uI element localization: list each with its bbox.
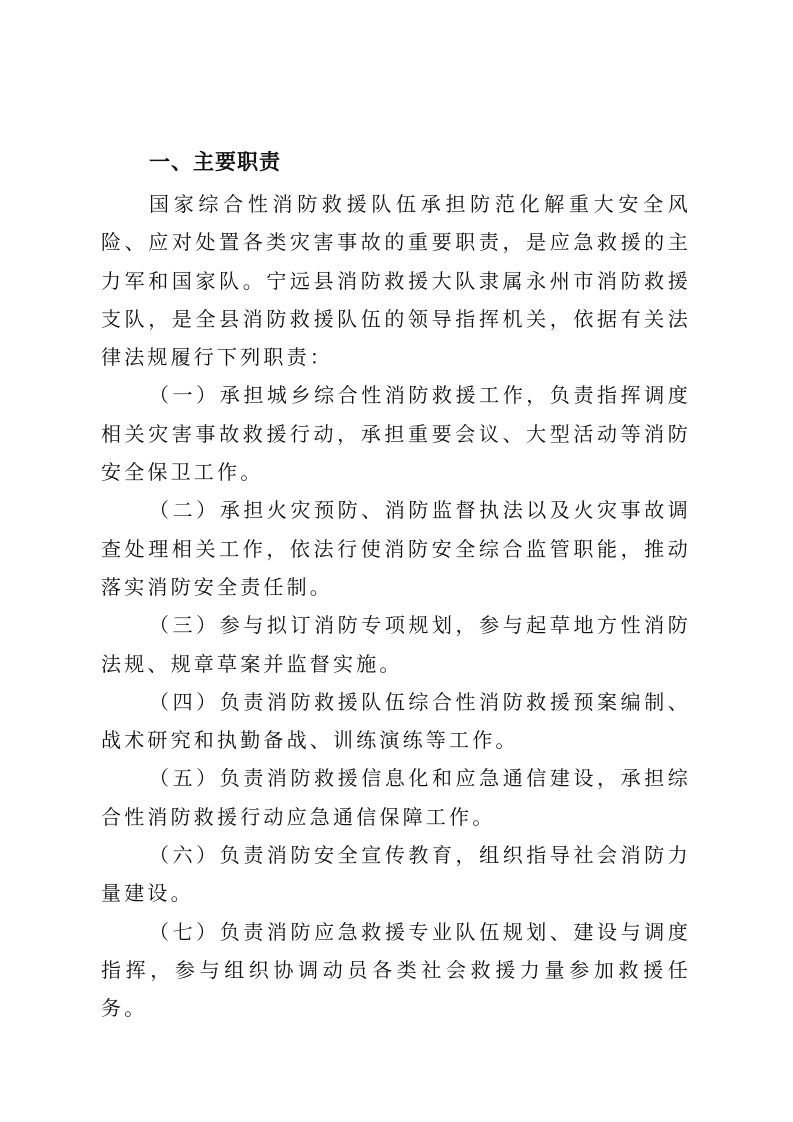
duty-item-1: （一）承担城乡综合性消防救援工作，负责指挥调度相关灾害事故救援行动，承担重要会议、大型活动等消防安全保卫工作。 xyxy=(101,383,691,485)
duty-item-3: （三）参与拟订消防专项规划，参与起草地方性消防法规、规章草案并监督实施。 xyxy=(101,613,691,676)
document-body xyxy=(101,143,691,1028)
duty-item-5: （五）负责消防救援信息化和应急通信建设，承担综合性消防救援行动应急通信保障工作。 xyxy=(101,766,691,829)
duty-item-6: （六）负责消防安全宣传教育，组织指导社会消防力量建设。 xyxy=(101,843,691,906)
section-heading: 一、主要职责 xyxy=(149,150,281,174)
duty-item-4: （四）负责消防救援队伍综合性消防救援预案编制、战术研究和执勤备战、训练演练等工作。 xyxy=(101,689,691,753)
duty-item-2: （二）承担火灾预防、消防监督执法以及火灾事故调查处理相关工作，依法行使消防安全综合监管职能，推动落实消防安全责任制。 xyxy=(101,498,691,599)
duty-item-7: （七）负责消防应急救援专业队伍规划、建设与调度指挥，参与组织协调动员各类社会救援力量参加救援任务。 xyxy=(101,919,691,1021)
intro-paragraph: 国家综合性消防救援队伍承担防范化解重大安全风险、应对处置各类灾害事故的重要职责，是应急救援的主力军和国家队。宁远县消防救援大队隶属永州市消防救援支队，是全县消防救援队伍的领导指挥机关，依据有关法律法规履行下列职责： xyxy=(101,192,691,370)
